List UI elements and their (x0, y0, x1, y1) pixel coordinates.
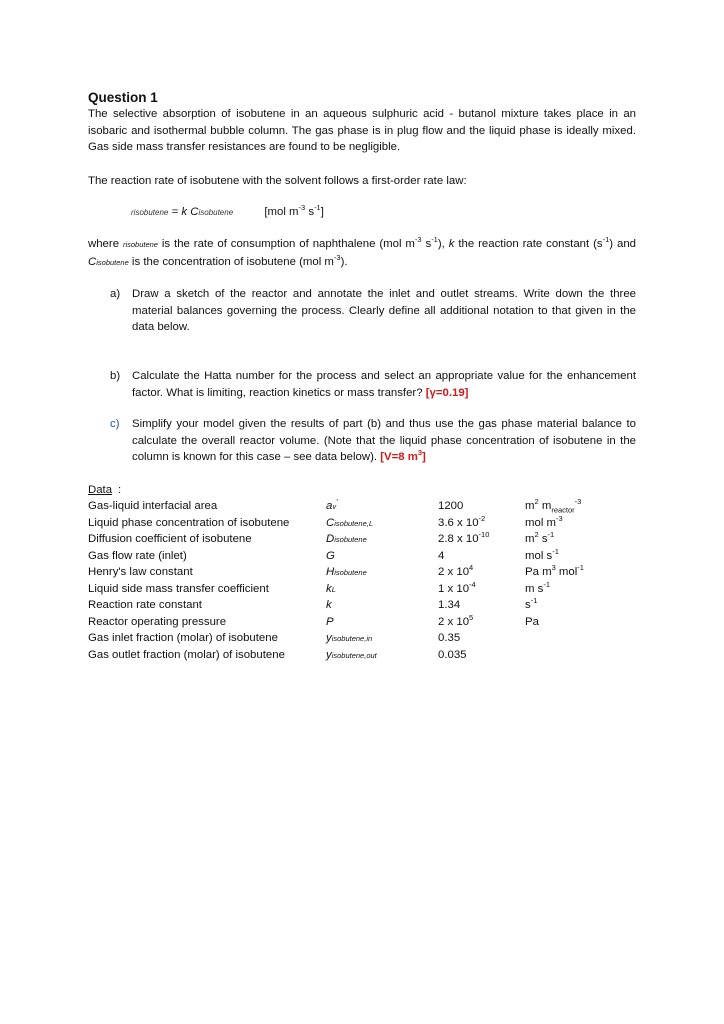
data-symbol (326, 498, 338, 516)
data-unit-sup: -1 (530, 596, 538, 606)
eq-unit-sup2: -1 (314, 203, 321, 213)
data-symbol-sub: isobutene,in (331, 634, 373, 643)
eq-c-sub: isobutene (198, 208, 234, 217)
where-w1: where (88, 238, 123, 250)
data-symbol (326, 548, 335, 566)
data-unit-main: mol m (525, 516, 557, 529)
data-value (438, 614, 473, 631)
where-sup2: -1 (431, 235, 438, 245)
data-value (438, 531, 489, 548)
data-unit (525, 581, 550, 598)
data-value-main: 1.34 (438, 599, 461, 611)
data-unit-sup2: -1 (577, 563, 584, 573)
where-w8: ). (340, 255, 348, 268)
data-label: Reaction rate constant (88, 599, 202, 611)
data-unit-sub: reactor (551, 505, 575, 515)
data-symbol-main: C (326, 516, 335, 529)
where-c-sub: isobutene (96, 257, 129, 267)
intro-paragraph: The selective absorption of isobutene in an aqueous sulphuric acid - butanol mixture takes place in an isobaric and isothermal bubble column. The gas phase is in plug flow and the liquid phase is ideally mixed. Gas side mass transfer resistances are found to be negligible. (88, 108, 636, 153)
part-b-text: Calculate the Hatta number for the process and select an appropriate value for the enhancement factor. What is limiting, reaction kinetics or mass transfer? (132, 370, 636, 399)
data-unit-main: m (525, 533, 535, 545)
part-c-answer-pre: [V=8 m (380, 451, 418, 463)
data-row (88, 531, 648, 548)
data-label: Diffusion coefficient of isobutene (88, 533, 252, 545)
data-value-main: 1200 (438, 500, 464, 512)
data-value-main: 2.8 x 10 (438, 533, 479, 545)
data-unit-main: Pa m (525, 566, 552, 578)
eq-unit-b: s (305, 206, 315, 218)
data-label: Liquid side mass transfer coefficient (88, 582, 269, 595)
where-paragraph (88, 236, 636, 271)
data-unit-sup: 2 (534, 497, 539, 507)
eq-r-sub: isobutene (133, 208, 169, 217)
part-c-text: Simplify your model given the results of part (b) and thus use the gas phase material balance to calculate the overall reactor volume. (Note that the liquid phase concentration of isobutene in the column is known for this case – see data below). (132, 418, 636, 463)
data-row (88, 614, 648, 631)
data-label: Reactor operating pressure (88, 615, 227, 628)
data-unit-main: m s (525, 582, 544, 595)
part-c-answer (380, 448, 426, 463)
where-w3: s (421, 238, 432, 250)
part-b-answer: [γ=0.19] (425, 386, 469, 399)
data-symbol-sub: v (332, 502, 337, 511)
data-symbol (326, 531, 367, 549)
data-symbol (326, 597, 332, 615)
data-symbol-main: P (326, 615, 334, 628)
data-value (438, 498, 463, 515)
part-c-label: c) (110, 418, 120, 430)
rate-law-intro: The reaction rate of isobutene with the solvent follows a first-order rate law: (88, 175, 467, 187)
data-row (88, 564, 648, 581)
where-sup1: -3 (414, 235, 422, 245)
data-unit-sup: -1 (543, 579, 551, 589)
data-symbol-main: k (326, 599, 332, 611)
data-symbol-main: D (326, 533, 335, 545)
data-unit-sup: -3 (556, 513, 563, 523)
data-value-main: 0.35 (438, 632, 461, 644)
data-unit (525, 515, 563, 532)
where-w5: the reaction rate constant (s (454, 238, 603, 250)
where-r: r (122, 240, 126, 249)
data-symbol (326, 647, 377, 665)
part-c-answer-sup: 3 (417, 448, 423, 458)
data-symbol-sub: isobutene (334, 568, 367, 577)
data-value-sup: 4 (469, 563, 474, 573)
data-symbol-main: y (326, 632, 332, 644)
where-w6: ) and (609, 238, 636, 250)
data-unit-main: Pa (525, 615, 539, 628)
data-value (438, 597, 460, 614)
data-symbol-main: y (326, 648, 332, 661)
where-w4: ), (437, 238, 449, 250)
data-label: Gas outlet fraction (molar) of isobutene (88, 648, 285, 661)
where-sup4: -3 (333, 252, 341, 262)
data-symbol-main: H (326, 566, 335, 578)
data-unit-mid: mol (555, 566, 578, 578)
data-unit (525, 597, 537, 614)
data-row (88, 630, 648, 647)
where-w7: is the concentration of isobutene (mol m (128, 255, 334, 268)
data-symbol (326, 515, 373, 533)
data-symbol (326, 581, 336, 599)
data-value-main: 2 x 10 (438, 615, 470, 628)
data-row (88, 498, 648, 515)
data-unit (525, 548, 559, 565)
part-b-text-block (132, 368, 636, 401)
eq-unit-sup1: -3 (298, 203, 306, 213)
data-unit-sup: 3 (551, 563, 556, 573)
data-value-main: 2 x 10 (438, 566, 470, 578)
data-unit-sup2: -3 (574, 497, 582, 507)
data-symbol (326, 564, 367, 582)
data-row (88, 548, 648, 565)
data-value-main: 3.6 x 10 (438, 516, 479, 529)
where-sup3: -1 (602, 235, 610, 245)
data-row (88, 581, 648, 598)
data-unit (525, 564, 584, 581)
data-label: Henry's law constant (88, 566, 193, 578)
data-value-sup: -10 (478, 530, 490, 540)
data-symbol-main: a (326, 500, 333, 512)
data-symbol-sub: isobutene (334, 535, 367, 544)
data-value (438, 647, 467, 664)
data-value-sup: 5 (469, 612, 474, 622)
data-label: Gas inlet fraction (molar) of isobutene (88, 632, 278, 644)
eq-equals: = k C (168, 206, 199, 218)
data-symbol-sup: ′ (336, 497, 338, 507)
data-value-main: 1 x 10 (438, 582, 470, 595)
data-unit-sup: 2 (534, 530, 539, 540)
data-heading (88, 482, 112, 499)
data-symbol (326, 630, 372, 648)
data-unit-main: m (525, 500, 535, 512)
data-label: Gas flow rate (inlet) (88, 549, 187, 562)
data-unit-mid: s (538, 533, 548, 545)
eq-unit-c: ] (320, 206, 324, 218)
data-heading-text: Data (88, 484, 113, 496)
data-label: Liquid phase concentration of isobutene (88, 516, 290, 529)
data-unit-sup: -1 (552, 546, 559, 556)
data-value (438, 515, 485, 532)
data-heading-colon: : (118, 484, 122, 496)
data-symbol-sub: isobutene,L (334, 518, 374, 528)
data-value-sup: -4 (469, 579, 476, 589)
data-value-sup: -2 (478, 513, 486, 523)
part-c-answer-post: ] (422, 451, 426, 463)
data-value (438, 548, 444, 565)
data-unit (525, 498, 581, 515)
where-r-sub: isobutene (125, 240, 158, 249)
data-row (88, 515, 648, 532)
where-w2: is the rate of consumption of naphthalene (mol m (157, 238, 415, 250)
data-label: Gas-liquid interfacial area (88, 500, 218, 512)
rate-law-equation (131, 204, 324, 222)
part-a-label: a) (110, 288, 121, 300)
part-a-text: Draw a sketch of the reactor and annotate the inlet and outlet streams. Write down the three material balances governing the process. Clearly define all additional notation to that given in the data below. (132, 288, 636, 333)
data-symbol-sub: L (331, 584, 336, 594)
data-unit-main: mol s (525, 549, 553, 562)
data-symbol-main: G (326, 549, 335, 562)
question-title: Question 1 (88, 90, 158, 105)
data-unit (525, 614, 539, 631)
eq-unit-a: [mol m (264, 206, 299, 218)
data-value (438, 564, 473, 581)
data-symbol-main: k (326, 582, 332, 595)
where-c: C (88, 255, 97, 268)
eq-r: r (131, 208, 134, 217)
data-symbol-sub: isobutene,out (331, 650, 377, 660)
data-value-main: 4 (438, 549, 445, 562)
data-unit (525, 531, 554, 548)
data-value (438, 630, 460, 647)
part-c-text-block (132, 416, 636, 466)
data-unit-main: s (525, 599, 531, 611)
data-row (88, 647, 648, 664)
part-b-label: b) (110, 370, 121, 382)
data-row (88, 597, 648, 614)
data-symbol (326, 614, 334, 632)
where-k: k (448, 238, 455, 250)
data-value-main: 0.035 (438, 648, 467, 661)
data-unit-mid: m (538, 500, 552, 512)
data-value (438, 581, 476, 598)
data-unit-sup2: -1 (547, 530, 555, 540)
eq-unit (264, 203, 324, 218)
